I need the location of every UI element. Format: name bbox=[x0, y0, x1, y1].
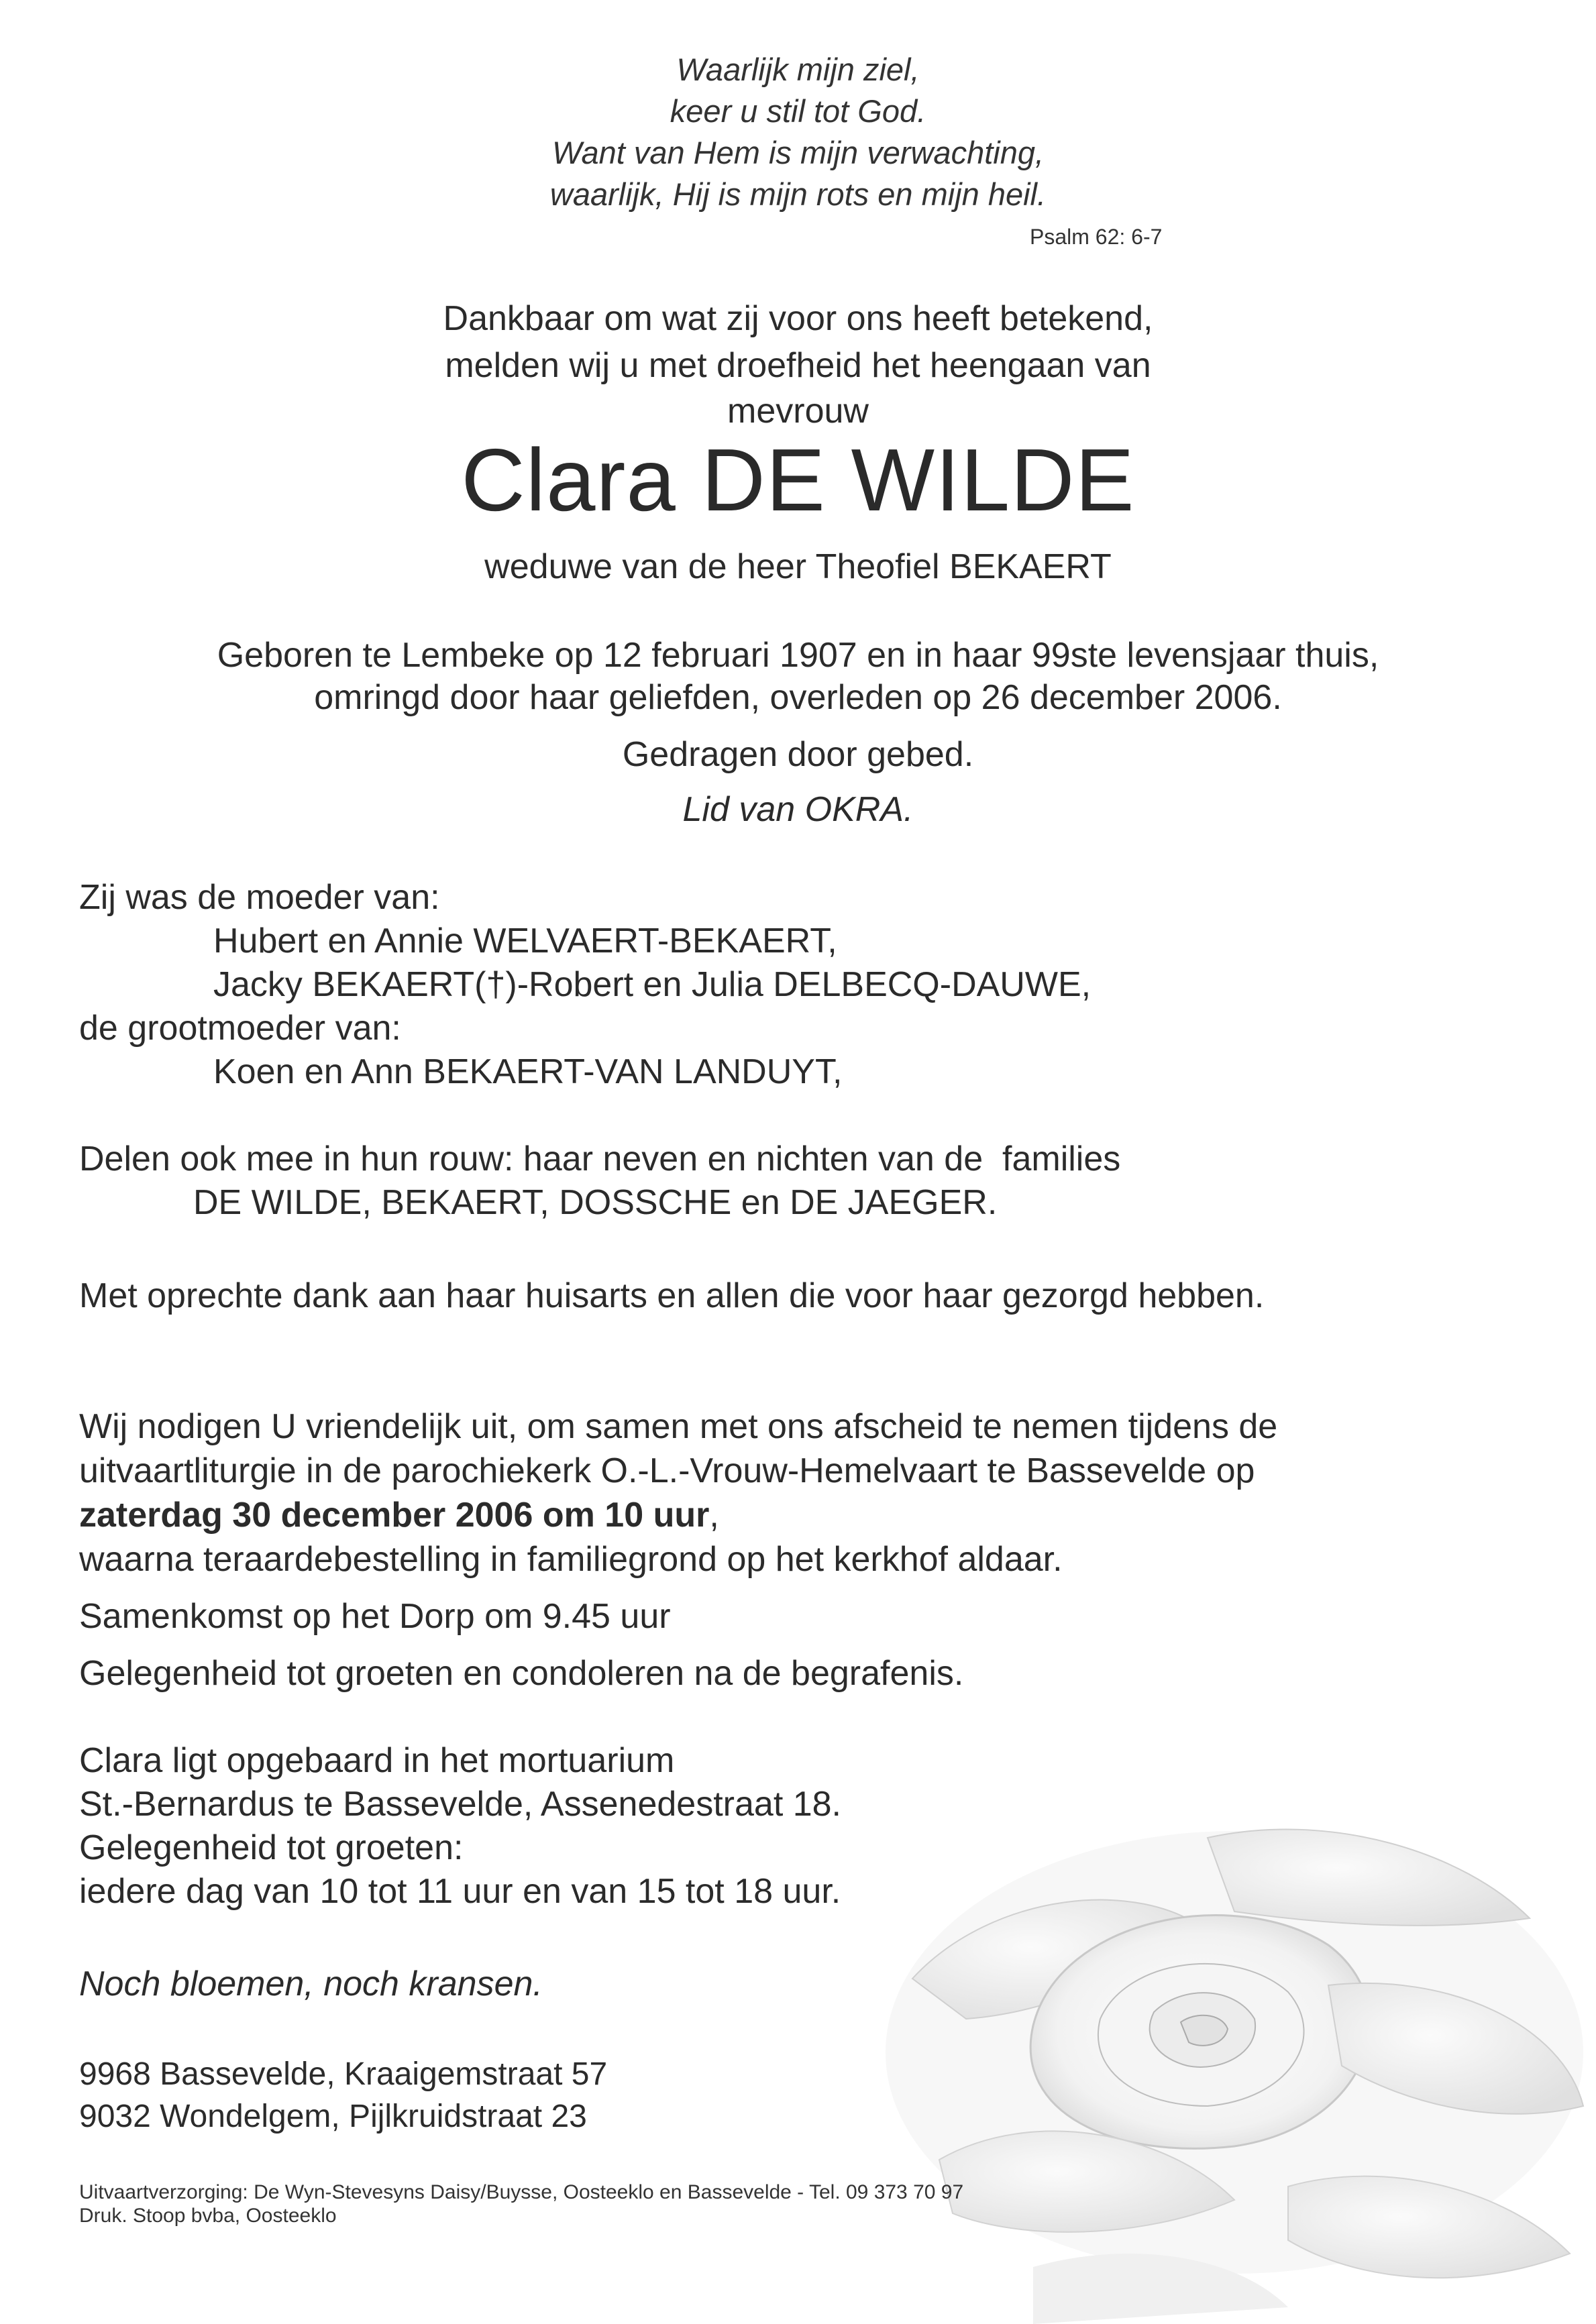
viewing-line-4: iedere dag van 10 tot 11 uur en van 15 tot 18 uur. bbox=[79, 1872, 841, 1911]
spouse-line: weduwe van de heer Theofiel BEKAERT bbox=[484, 547, 1112, 586]
verse-reference: Psalm 62: 6-7 bbox=[1030, 225, 1163, 249]
intro-title: mevrouw bbox=[727, 392, 869, 431]
membership-line: Lid van OKRA. bbox=[682, 790, 914, 829]
viewing-line-2: St.-Bernardus te Bassevelde, Assenedestraat 18. bbox=[79, 1785, 842, 1824]
white-rose-image bbox=[859, 1811, 1596, 2324]
gathering-line: Samenkomst op het Dorp om 9.45 uur bbox=[79, 1597, 671, 1636]
funeral-date bbox=[79, 1495, 719, 1535]
funeral-date-suffix: , bbox=[709, 1496, 719, 1535]
funeral-date-bold: zaterdag 30 december 2006 om 10 uur bbox=[79, 1496, 710, 1535]
life-line-1: Geboren te Lembeke op 12 februari 1907 en in haar 99ste levensjaar thuis, bbox=[217, 636, 1379, 675]
funeral-line-2: uitvaartliturgie in de parochiekerk O.-L.-Vrouw-Hemelvaart te Bassevelde op bbox=[79, 1451, 1255, 1490]
condolences-line: Gelegenheid tot groeten en condoleren na de begrafenis. bbox=[79, 1654, 964, 1693]
verse-line-2: keer u stil tot God. bbox=[670, 93, 926, 129]
grandchild-line-1: Koen en Ann BEKAERT-VAN LANDUYT, bbox=[213, 1052, 843, 1091]
mourning-line-1: Delen ook mee in hun rouw: haar neven en nichten van de families bbox=[79, 1140, 1121, 1178]
grandmother-label: de grootmoeder van: bbox=[79, 1009, 401, 1048]
no-flowers-line: Noch bloemen, noch kransen. bbox=[79, 1965, 543, 2003]
funeral-line-1: Wij nodigen U vriendelijk uit, om samen met ons afscheid te nemen tijdens de bbox=[79, 1407, 1278, 1446]
mourning-line-2: DE WILDE, BEKAERT, DOSSCHE en DE JAEGER. bbox=[193, 1183, 998, 1222]
verse-line-1: Waarlijk mijn ziel, bbox=[676, 52, 920, 87]
intro-line-1: Dankbaar om wat zij voor ons heeft betekend, bbox=[443, 299, 1153, 338]
life-line-3: Gedragen door gebed. bbox=[622, 735, 974, 774]
verse-line-4: waarlijk, Hij is mijn rots en mijn heil. bbox=[549, 176, 1047, 212]
viewing-line-3: Gelegenheid tot groeten: bbox=[79, 1828, 464, 1867]
thanks-line: Met oprechte dank aan haar huisarts en allen die voor haar gezorgd hebben. bbox=[79, 1276, 1265, 1315]
address-line-1: 9968 Bassevelde, Kraaigemstraat 57 bbox=[79, 2056, 608, 2092]
funeral-line-4: waarna teraardebestelling in familiegrond op het kerkhof aldaar. bbox=[79, 1540, 1063, 1579]
undertaker-line: Uitvaartverzorging: De Wyn-Stevesyns Daisy/Buysse, Oosteeklo en Bassevelde - Tel. 09 373 70 97 bbox=[79, 2181, 964, 2203]
printer-line: Druk. Stoop bvba, Oosteeklo bbox=[79, 2205, 337, 2227]
child-line-2: Jacky BEKAERT(†)-Robert en Julia DELBECQ-DAUWE, bbox=[213, 965, 1092, 1004]
deceased-name: Clara DE WILDE bbox=[461, 431, 1135, 529]
mother-label: Zij was de moeder van: bbox=[79, 878, 440, 917]
child-line-1: Hubert en Annie WELVAERT-BEKAERT, bbox=[213, 922, 837, 960]
verse-line-3: Want van Hem is mijn verwachting, bbox=[551, 135, 1045, 170]
address-line-2: 9032 Wondelgem, Pijlkruidstraat 23 bbox=[79, 2099, 587, 2134]
viewing-line-1: Clara ligt opgebaard in het mortuarium bbox=[79, 1741, 675, 1780]
life-line-2: omringd door haar geliefden, overleden op 26 december 2006. bbox=[314, 678, 1282, 717]
intro-line-2: melden wij u met droefheid het heengaan van bbox=[445, 346, 1151, 385]
